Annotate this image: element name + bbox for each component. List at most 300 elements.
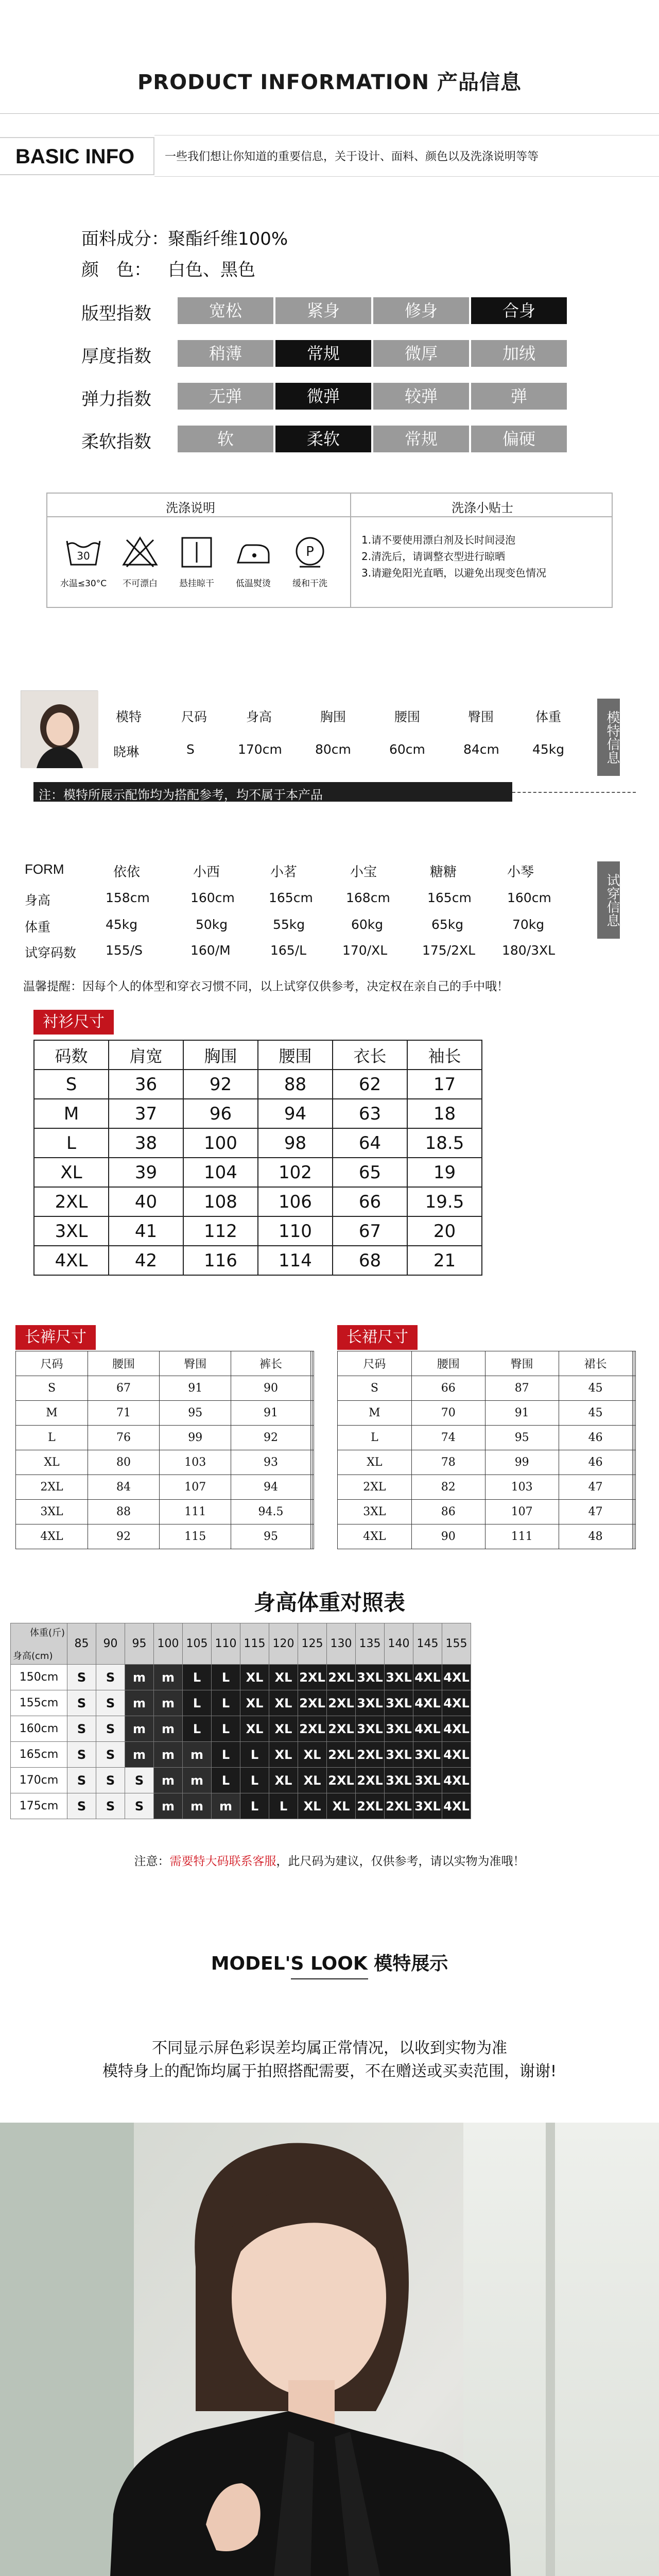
size-cell: L <box>212 1742 240 1768</box>
size-cell: XL <box>298 1742 327 1768</box>
divider <box>291 1978 368 1979</box>
dashed-divider <box>512 792 636 793</box>
form-header: 小西 <box>193 865 220 880</box>
model-value: 60cm <box>389 742 425 757</box>
form-cell: 165cm <box>427 890 472 905</box>
model-value: 170cm <box>238 742 282 757</box>
low-iron-icon <box>233 534 274 570</box>
table-cell: 38 <box>109 1128 183 1158</box>
table-cell: 39 <box>109 1158 183 1187</box>
table-cell: 91 <box>160 1376 231 1401</box>
table-row <box>338 1450 636 1475</box>
size-cell: S <box>67 1665 96 1690</box>
table-row <box>16 1500 314 1524</box>
model-header: 体重 <box>535 709 562 724</box>
size-cell: m <box>154 1742 183 1768</box>
table-header: 裤长 <box>231 1351 311 1376</box>
wash-30-icon <box>63 534 104 570</box>
table-header <box>634 1351 635 1376</box>
table-cell: 74 <box>411 1426 485 1450</box>
weight-header: 140 <box>385 1623 413 1665</box>
table-cell: 91 <box>231 1401 311 1426</box>
model-value: 80cm <box>315 742 351 757</box>
table-cell: M <box>34 1099 109 1128</box>
table-cell: L <box>34 1128 109 1158</box>
care-caption: 悬挂晾干 <box>179 579 214 589</box>
table-cell: 47 <box>559 1500 632 1524</box>
form-cell: 55kg <box>273 917 305 932</box>
models-look-title: MODEL'S LOOK 模特展示 <box>211 1953 448 1974</box>
scale-option: 软 <box>178 426 273 452</box>
model-note: 注：模特所展示配饰均为搭配参考，均不属于本产品 <box>39 788 323 802</box>
size-cell: L <box>212 1768 240 1793</box>
table-cell: 87 <box>485 1376 559 1401</box>
table-cell: 116 <box>183 1246 258 1275</box>
table-cell: 107 <box>160 1475 231 1500</box>
model-value: 84cm <box>463 742 499 757</box>
size-cell: 4XL <box>442 1716 471 1742</box>
size-cell: L <box>240 1793 269 1819</box>
table-cell: 67 <box>333 1216 407 1246</box>
table-cell: 82 <box>411 1475 485 1500</box>
table-cell: L <box>16 1426 88 1450</box>
table-cell: 111 <box>160 1500 231 1524</box>
dry-clean-icon <box>289 534 331 570</box>
weight-header: 125 <box>298 1623 327 1665</box>
care-caption: 缓和干洗 <box>292 579 327 589</box>
models-look-line1: 不同显示屏色彩误差均属正常情况，以收到实物为准 <box>152 2039 507 2057</box>
care-caption: 水温≤30°C <box>60 579 107 589</box>
table-row <box>11 1742 471 1768</box>
table-cell: 90 <box>411 1524 485 1549</box>
table-cell: S <box>338 1376 412 1401</box>
table-cell: 37 <box>109 1099 183 1128</box>
table-cell: 112 <box>183 1216 258 1246</box>
size-cell: S <box>96 1793 125 1819</box>
table-cell: 92 <box>88 1524 159 1549</box>
size-cell: XL <box>269 1716 298 1742</box>
table-cell: S <box>34 1070 109 1099</box>
table-cell: S <box>16 1376 88 1401</box>
model-value: 45kg <box>532 742 565 757</box>
scale-option: 宽松 <box>178 297 273 324</box>
size-cell: 4XL <box>413 1690 442 1716</box>
table-cell: 47 <box>559 1475 632 1500</box>
table-row <box>16 1475 314 1500</box>
scale-option: 柔软 <box>275 426 371 452</box>
table-cell: 2XL <box>16 1475 88 1500</box>
table-cell: XL <box>338 1450 412 1475</box>
table-cell: 71 <box>88 1401 159 1426</box>
table-row <box>338 1376 636 1401</box>
table-cell: 98 <box>258 1128 333 1158</box>
no-bleach-icon <box>119 534 161 570</box>
size-cell: m <box>154 1768 183 1793</box>
form-cell: 155/S <box>106 943 143 958</box>
height-weight-title: 身高体重对照表 <box>253 1590 405 1615</box>
table-cell: 115 <box>160 1524 231 1549</box>
form-cell: 70kg <box>512 917 545 932</box>
skirt-size-tag: 长裙尺寸 <box>337 1325 418 1350</box>
weight-header: 105 <box>183 1623 212 1665</box>
table-cell: L <box>338 1426 412 1450</box>
size-cell: S <box>67 1690 96 1716</box>
size-cell: m <box>183 1742 212 1768</box>
size-cell: S <box>96 1690 125 1716</box>
table-cell: 18 <box>407 1099 482 1128</box>
fabric-label: 面料成分： <box>81 229 169 249</box>
size-cell: 3XL <box>356 1665 385 1690</box>
table-cell <box>634 1426 635 1450</box>
scale-option: 微厚 <box>373 340 469 367</box>
table-row <box>34 1187 482 1216</box>
size-cell: 3XL <box>356 1690 385 1716</box>
table-row <box>34 1128 482 1158</box>
weight-header: 130 <box>327 1623 356 1665</box>
table-row <box>11 1716 471 1742</box>
table-cell: 19.5 <box>407 1187 482 1216</box>
care-tip: 3.请避免阳光直晒，以避免出现变色情况 <box>361 567 547 579</box>
scale-option: 偏硬 <box>471 426 567 452</box>
weight-header: 95 <box>125 1623 154 1665</box>
size-cell: XL <box>269 1768 298 1793</box>
table-cell: 70 <box>411 1401 485 1426</box>
model-avatar <box>21 690 98 768</box>
table-cell: 88 <box>88 1500 159 1524</box>
table-cell: M <box>16 1401 88 1426</box>
scale-option: 紧身 <box>275 297 371 324</box>
size-cell: 3XL <box>385 1742 413 1768</box>
table-cell: 46 <box>559 1450 632 1475</box>
size-cell: S <box>96 1716 125 1742</box>
form-header: 小琴 <box>507 865 534 880</box>
model-header: 模特 <box>116 709 142 724</box>
model-header: 腰围 <box>394 709 421 724</box>
size-cell: L <box>212 1690 240 1716</box>
models-look-line2: 模特身上的配饰均属于拍照搭配需要，不在赠送或买卖范围，谢谢! <box>102 2062 557 2080</box>
table-cell: 108 <box>183 1187 258 1216</box>
table-cell: 94.5 <box>231 1500 311 1524</box>
form-cell: 45kg <box>106 917 138 932</box>
table-row <box>34 1246 482 1275</box>
size-cell: L <box>240 1742 269 1768</box>
scale-option: 合身 <box>471 297 567 324</box>
weight-header: 120 <box>269 1623 298 1665</box>
care-box <box>46 493 613 608</box>
table-cell: 104 <box>183 1158 258 1187</box>
height-label: 165cm <box>11 1742 67 1768</box>
table-cell: 110 <box>258 1216 333 1246</box>
size-cell: 2XL <box>298 1665 327 1690</box>
table-cell: 19 <box>407 1158 482 1187</box>
table-cell: 99 <box>160 1426 231 1450</box>
size-cell: 4XL <box>442 1768 471 1793</box>
size-cell: 3XL <box>356 1716 385 1742</box>
table-row <box>16 1524 314 1549</box>
table-cell: 94 <box>231 1475 311 1500</box>
table-cell: 95 <box>231 1524 311 1549</box>
care-divider <box>350 494 351 607</box>
size-cell: 2XL <box>356 1742 385 1768</box>
scale-option: 稍薄 <box>178 340 273 367</box>
size-cell: L <box>269 1793 298 1819</box>
table-cell: 2XL <box>338 1475 412 1500</box>
size-cell: 2XL <box>298 1690 327 1716</box>
notice-suffix: ，此尺码为建议，仅供参考，请以实物为准哦！ <box>276 1855 525 1868</box>
table-header: 袖长 <box>407 1040 482 1070</box>
scale-option: 修身 <box>373 297 469 324</box>
weight-header: 90 <box>96 1623 125 1665</box>
table-cell: 63 <box>333 1099 407 1128</box>
table-cell: 93 <box>231 1450 311 1475</box>
table-cell: 2XL <box>34 1187 109 1216</box>
table-cell: 42 <box>109 1246 183 1275</box>
size-cell: m <box>154 1665 183 1690</box>
table-cell: 64 <box>333 1128 407 1158</box>
notice-red: 需要特大码联系客服 <box>169 1855 276 1868</box>
table-header: 臀围 <box>160 1351 231 1376</box>
size-cell: 2XL <box>298 1716 327 1742</box>
table-cell: 66 <box>333 1187 407 1216</box>
weight-header: 85 <box>67 1623 96 1665</box>
table-cell: 95 <box>160 1401 231 1426</box>
divider <box>0 113 659 114</box>
care-header-rule <box>47 516 612 517</box>
table-cell: 66 <box>411 1376 485 1401</box>
color-label: 颜 色： <box>81 260 151 280</box>
table-cell: 4XL <box>34 1246 109 1275</box>
form-header: FORM <box>25 861 64 877</box>
table-cell: 90 <box>231 1376 311 1401</box>
size-cell: 3XL <box>385 1716 413 1742</box>
weight-header: 145 <box>413 1623 442 1665</box>
size-cell: L <box>183 1716 212 1742</box>
size-cell: L <box>212 1716 240 1742</box>
scale-option: 较弹 <box>373 383 469 410</box>
size-cell: S <box>96 1665 125 1690</box>
size-cell: m <box>154 1690 183 1716</box>
scale-label: 弹力指数 <box>81 389 151 410</box>
corner-height-label: 身高(cm) <box>13 1651 53 1662</box>
size-cell: L <box>183 1690 212 1716</box>
table-cell <box>634 1524 635 1549</box>
warm-tip: 温馨提醒：因每个人的体型和穿衣习惯不同，以上试穿仅供参考，决定权在亲自己的手中哦！ <box>23 980 509 993</box>
table-cell: M <box>338 1401 412 1426</box>
size-cell: 2XL <box>356 1768 385 1793</box>
height-label: 175cm <box>11 1793 67 1819</box>
size-cell: S <box>125 1793 154 1819</box>
care-tips-title: 洗涤小贴士 <box>452 501 513 515</box>
table-cell: 92 <box>183 1070 258 1099</box>
color-value: 白色、黑色 <box>168 260 255 280</box>
table-cell: 67 <box>88 1376 159 1401</box>
size-cell: L <box>183 1665 212 1690</box>
size-cell: m <box>125 1742 154 1768</box>
size-cell: m <box>125 1665 154 1690</box>
form-header: 小茗 <box>270 865 298 880</box>
table-cell: 76 <box>88 1426 159 1450</box>
table-cell: 3XL <box>34 1216 109 1246</box>
table-row <box>338 1426 636 1450</box>
form-row-label: 试穿码数 <box>25 945 77 960</box>
table-row <box>16 1426 314 1450</box>
scale-option: 加绒 <box>471 340 567 367</box>
form-header: 糖糖 <box>430 865 457 880</box>
model-header: 尺码 <box>181 709 207 724</box>
table-cell: 99 <box>485 1450 559 1475</box>
table-cell: 68 <box>333 1246 407 1275</box>
table-header: 腰围 <box>411 1351 485 1376</box>
table-cell: 86 <box>411 1500 485 1524</box>
care-tip: 2.清洗后，请调整衣型进行晾晒 <box>361 550 506 563</box>
size-cell: 3XL <box>413 1742 442 1768</box>
table-cell: 80 <box>88 1450 159 1475</box>
hang-dry-icon <box>176 534 217 570</box>
form-cell: 165cm <box>269 890 313 905</box>
form-header: 依依 <box>113 865 141 880</box>
table-cell <box>634 1475 635 1500</box>
table-row <box>11 1665 471 1690</box>
form-cell: 175/2XL <box>422 943 476 958</box>
table-header <box>312 1351 314 1376</box>
table-cell <box>312 1450 314 1475</box>
table-cell: 92 <box>231 1426 311 1450</box>
page-title: PRODUCT INFORMATION 产品信息 <box>137 71 522 94</box>
model-value: 晓琳 <box>113 744 140 759</box>
form-cell: 160cm <box>507 890 551 905</box>
size-cell: XL <box>269 1665 298 1690</box>
height-label: 155cm <box>11 1690 67 1716</box>
size-notice <box>0 1852 659 1869</box>
size-cell: m <box>212 1793 240 1819</box>
table-row <box>11 1768 471 1793</box>
size-cell: S <box>67 1768 96 1793</box>
size-cell: 2XL <box>385 1793 413 1819</box>
svg-text:30: 30 <box>77 550 90 562</box>
size-cell: 3XL <box>413 1793 442 1819</box>
size-cell: 4XL <box>442 1665 471 1690</box>
size-cell: S <box>96 1768 125 1793</box>
size-cell: m <box>154 1793 183 1819</box>
notice-prefix: 注意： <box>134 1855 170 1868</box>
form-row-label: 身高 <box>25 893 51 908</box>
size-cell: S <box>67 1793 96 1819</box>
table-cell: 48 <box>559 1524 632 1549</box>
size-cell: XL <box>240 1665 269 1690</box>
table-cell: 36 <box>109 1070 183 1099</box>
table-header: 腰围 <box>88 1351 159 1376</box>
form-cell: 170/XL <box>342 943 388 958</box>
table-row <box>11 1793 471 1819</box>
table-cell: 96 <box>183 1099 258 1128</box>
skirt-size-table <box>337 1351 636 1549</box>
table-cell: 18.5 <box>407 1128 482 1158</box>
size-cell: m <box>154 1716 183 1742</box>
table-cell: 45 <box>559 1376 632 1401</box>
table-cell: 3XL <box>16 1500 88 1524</box>
form-cell: 50kg <box>196 917 228 932</box>
table-cell: 78 <box>411 1450 485 1475</box>
weight-header: 100 <box>154 1623 183 1665</box>
size-cell: S <box>67 1742 96 1768</box>
table-header: 裙长 <box>559 1351 632 1376</box>
try-on-tag: 试穿信息 <box>597 861 620 939</box>
table-row <box>34 1099 482 1128</box>
table-cell: 46 <box>559 1426 632 1450</box>
size-cell: XL <box>298 1768 327 1793</box>
size-cell: 3XL <box>385 1768 413 1793</box>
table-cell <box>312 1524 314 1549</box>
table-cell: 106 <box>258 1187 333 1216</box>
form-cell: 160cm <box>190 890 235 905</box>
table-row <box>16 1450 314 1475</box>
table-header: 腰围 <box>258 1040 333 1070</box>
table-cell <box>312 1500 314 1524</box>
table-cell: 4XL <box>338 1524 412 1549</box>
table-cell <box>634 1450 635 1475</box>
table-row <box>338 1401 636 1426</box>
model-photo <box>0 2123 659 2576</box>
scale-label: 柔软指数 <box>81 432 151 452</box>
weight-header: 115 <box>240 1623 269 1665</box>
height-label: 160cm <box>11 1716 67 1742</box>
scale-option: 无弹 <box>178 383 273 410</box>
weight-header: 135 <box>356 1623 385 1665</box>
table-header: 尺码 <box>16 1351 88 1376</box>
table-cell: 102 <box>258 1158 333 1187</box>
table-header: 臀围 <box>485 1351 559 1376</box>
scale-option: 常规 <box>275 340 371 367</box>
table-cell: 17 <box>407 1070 482 1099</box>
table-cell <box>312 1475 314 1500</box>
model-value: S <box>186 742 195 757</box>
form-cell: 65kg <box>431 917 464 932</box>
corner-weight-label: 体重(斤) <box>29 1628 65 1638</box>
size-cell: L <box>212 1665 240 1690</box>
table-cell: 21 <box>407 1246 482 1275</box>
height-label: 170cm <box>11 1768 67 1793</box>
table-cell: 88 <box>258 1070 333 1099</box>
table-cell: 100 <box>183 1128 258 1158</box>
form-row-label: 体重 <box>25 920 51 935</box>
size-cell: 3XL <box>413 1768 442 1793</box>
care-caption: 低温熨烫 <box>236 579 271 589</box>
form-cell: 160/M <box>190 943 231 958</box>
size-cell: m <box>183 1793 212 1819</box>
size-cell: XL <box>240 1690 269 1716</box>
size-cell: XL <box>269 1742 298 1768</box>
table-cell: 4XL <box>16 1524 88 1549</box>
pants-size-tag: 长裤尺寸 <box>15 1325 96 1350</box>
size-cell: 2XL <box>356 1793 385 1819</box>
table-cell: 41 <box>109 1216 183 1246</box>
form-cell: 165/L <box>270 943 307 958</box>
table-cell: 114 <box>258 1246 333 1275</box>
size-cell: XL <box>240 1716 269 1742</box>
table-cell <box>312 1401 314 1426</box>
model-header: 身高 <box>246 709 272 724</box>
form-cell: 168cm <box>346 890 390 905</box>
table-cell: 107 <box>485 1500 559 1524</box>
size-cell: 4XL <box>442 1690 471 1716</box>
table-cell: XL <box>34 1158 109 1187</box>
size-cell: XL <box>327 1793 356 1819</box>
height-label: 150cm <box>11 1665 67 1690</box>
table-cell <box>634 1401 635 1426</box>
table-cell: XL <box>16 1450 88 1475</box>
size-cell: 4XL <box>442 1742 471 1768</box>
divider <box>154 176 659 177</box>
